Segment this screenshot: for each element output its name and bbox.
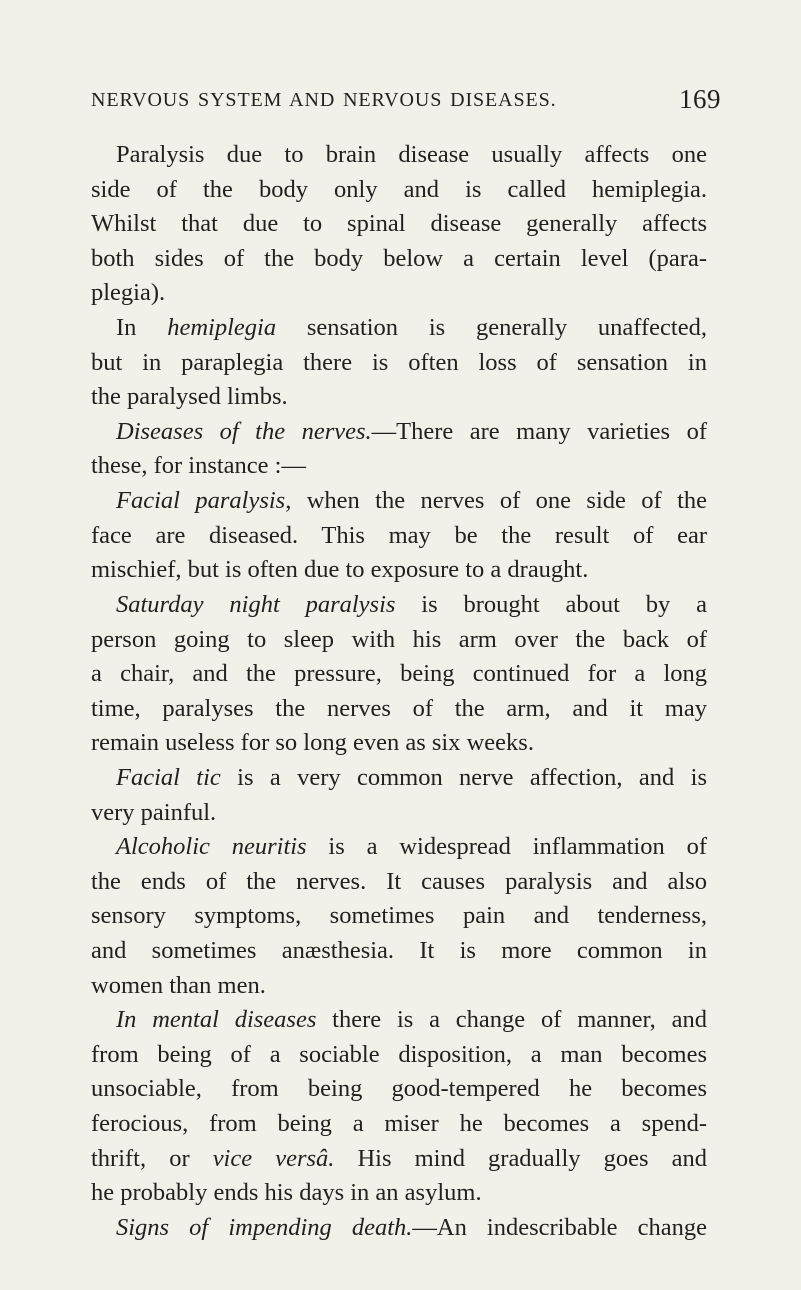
running-head [91,85,721,119]
text-run: remain useless for so long even as six weeks. [91,729,534,757]
text-line [91,588,707,623]
text-line [91,207,707,242]
text-line [91,415,707,450]
text-run: His mind gradually goes and [334,1144,707,1172]
text-line [91,692,707,727]
italic-run: Signs of impending death. [116,1213,413,1241]
text-line [91,726,707,761]
text-run: women than men. [91,971,266,999]
text-run: face are diseased. This may be the result of ear [91,521,707,549]
text-line [91,934,707,969]
text-run: unsociable, from being good-tempered he becomes [91,1075,707,1103]
text-line [91,380,707,415]
text-line [91,519,707,554]
text-line [91,484,707,519]
text-run: the paralysed limbs. [91,383,288,411]
text-line [91,623,707,658]
italic-run: hemiplegia [167,314,277,342]
text-run: both sides of the body below a certain level (para- [91,244,707,272]
running-title: NERVOUS SYSTEM AND NERVOUS DISEASES. [91,89,557,111]
text-line [91,761,707,796]
text-line [91,173,707,208]
italic-run: Facial tic [116,763,221,791]
text-run: these, for instance :— [91,452,306,480]
text-run: very painful. [91,798,217,826]
text-line [91,899,707,934]
italic-run: Diseases of the nerves. [116,417,372,445]
italic-run: Alcoholic neuritis [116,833,307,861]
text-run: plegia). [91,279,166,307]
text-run: time, paralyses the nerves of the arm, and it may [91,694,707,722]
text-line [91,346,707,381]
text-run: is brought about by a [395,590,707,618]
text-run: person going to sleep with his arm over the back of [91,625,707,653]
text-run: In [116,314,168,342]
italic-run: In mental diseases [116,1006,317,1034]
text-run: sensation is generally unaffected, [276,314,707,342]
text-line [91,1176,707,1211]
text-run: there is a change of manner, and [316,1006,707,1034]
text-run: he probably ends his days in an asylum. [91,1179,482,1207]
text-run: Whilst that due to spinal disease generally affects [91,210,707,238]
text-run: the ends of the nerves. It causes paralysis and also [91,867,707,895]
text-run: from being of a sociable disposition, a man becomes [91,1040,707,1068]
text-line [91,276,707,311]
text-line [91,796,707,831]
text-run: and sometimes anæsthesia. It is more common in [91,937,707,965]
body-text [91,138,707,1246]
text-run: thrift, or [91,1144,213,1172]
text-line [91,657,707,692]
text-line [91,553,707,588]
text-line [91,865,707,900]
text-run: a chair, and the pressure, being continued for a long [91,660,707,688]
text-run: when the nerves of one side of the [291,487,708,515]
text-line [91,1003,707,1038]
text-line [91,830,707,865]
text-run: side of the body only and is called hemiplegia. [91,175,707,203]
text-line [91,1038,707,1073]
text-line [91,449,707,484]
text-line [91,138,707,173]
text-run: —There are many varieties of [371,417,707,445]
text-run: Paralysis due to brain disease usually affects one [116,141,707,168]
text-line [91,1142,707,1177]
text-run: is a very common nerve affection, and is [220,763,707,791]
text-run: mischief, but is often due to exposure to a draught. [91,556,589,584]
page-number: 169 [679,84,721,114]
text-line [91,1072,707,1107]
italic-run: vice versâ. [212,1144,335,1172]
italic-run: Facial paralysis, [116,487,292,515]
text-run: ferocious, from being a miser he becomes a spend- [91,1110,707,1138]
text-run: but in paraplegia there is often loss of sensation in [91,348,707,376]
text-run: is a widespread inflammation of [306,833,707,861]
italic-run: Saturday night paralysis [116,590,396,618]
text-line [91,311,707,346]
text-line [91,969,707,1004]
text-line [91,1211,707,1246]
text-run: sensory symptoms, sometimes pain and tenderness, [91,902,707,930]
text-run: —An indescribable change [412,1213,707,1241]
text-line [91,1107,707,1142]
text-line [91,242,707,277]
